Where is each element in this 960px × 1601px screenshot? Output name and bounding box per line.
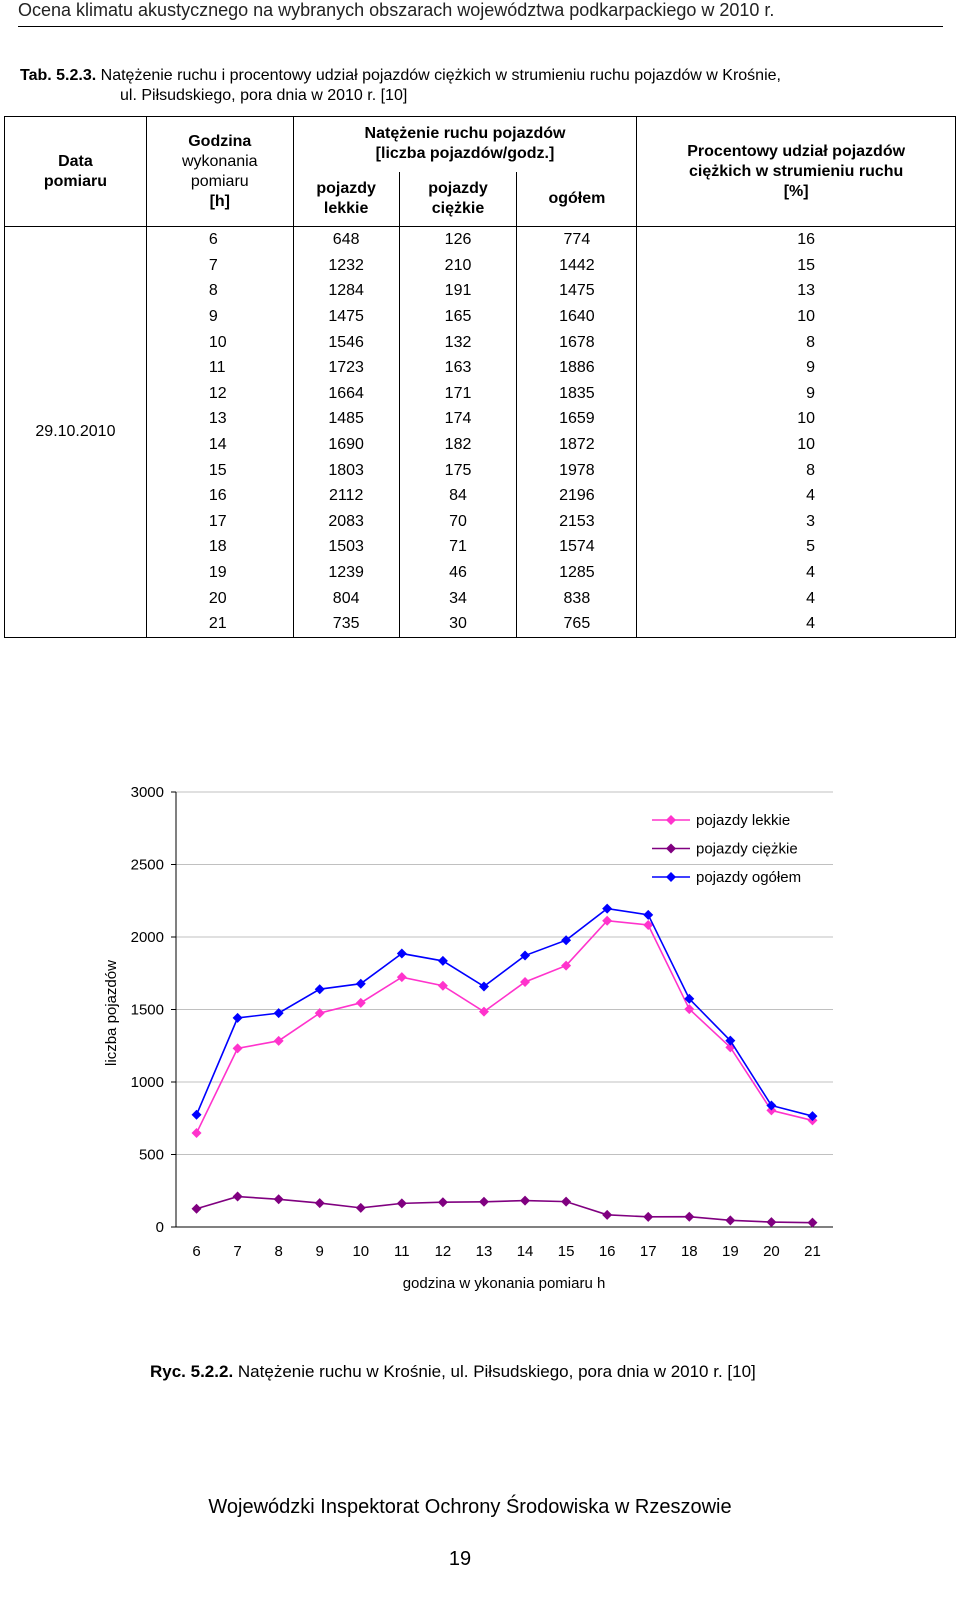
cell-share: 4 [637,585,956,611]
cell-heavy: 175 [399,457,517,483]
data-point [602,1210,612,1220]
cell-light: 1232 [293,253,399,279]
y-tick-label: 3000 [130,784,164,801]
cell-heavy: 165 [399,304,517,330]
cell-total: 1659 [517,406,637,432]
cell-share: 15 [637,253,956,279]
table-row [5,585,956,611]
cell-total: 765 [517,611,637,637]
running-header: Ocena klimatu akustycznego na wybranych obszarach województwa podkarpackiego w 2010 r. [18,0,775,20]
table-row [5,381,956,407]
data-point [397,972,407,982]
cell-total: 1678 [517,329,637,355]
table-row [5,611,956,637]
cell-light: 1803 [293,457,399,483]
legend-label: pojazdy lekkie [696,812,791,829]
traffic-chart [0,780,960,1320]
table-row [5,253,956,279]
cell-hour: 17 [146,509,293,535]
cell-share: 3 [637,509,956,535]
x-tick-label: 13 [475,1243,493,1260]
data-point [766,1217,776,1227]
cell-heavy: 126 [399,227,517,253]
cell-hour: 14 [146,432,293,458]
y-axis-label: liczba pojazdów [103,960,120,1066]
cell-share: 4 [637,483,956,509]
cell-heavy: 132 [399,329,517,355]
cell-heavy: 171 [399,381,517,407]
cell-heavy: 70 [399,509,517,535]
cell-total: 1886 [517,355,637,381]
y-tick-label: 1000 [130,1074,164,1091]
cell-hour: 16 [146,483,293,509]
series-line [197,921,813,1133]
cell-light: 1690 [293,432,399,458]
series-line [197,1197,813,1223]
header-share: Procentowy udział pojazdów ciężkich w strumieniu ruchu [%] [637,117,956,227]
x-tick-label: 16 [598,1243,616,1260]
traffic-table [4,116,956,638]
data-point [438,1197,448,1207]
cell-share: 8 [637,329,956,355]
cell-share: 13 [637,278,956,304]
cell-heavy: 71 [399,534,517,560]
cell-share: 10 [637,406,956,432]
header-total: ogółem [517,172,637,227]
data-point [356,998,366,1008]
cell-hour: 20 [146,585,293,611]
cell-share: 9 [637,355,956,381]
cell-light: 1485 [293,406,399,432]
data-point [274,1194,284,1204]
x-tick-label: 21 [804,1243,821,1260]
data-point [520,1196,530,1206]
cell-heavy: 34 [399,585,517,611]
cell-total: 1285 [517,560,637,586]
y-tick-label: 2500 [130,856,164,874]
x-tick-label: 6 [192,1243,201,1260]
data-point [192,1128,202,1138]
cell-total: 1475 [517,278,637,304]
data-point [233,1043,243,1053]
cell-hour: 12 [146,381,293,407]
cell-total: 2196 [517,483,637,509]
chart-series [192,904,818,1228]
figure-caption [150,1362,756,1382]
cell-share: 8 [637,457,956,483]
cell-hour: 19 [146,560,293,586]
data-point [643,1212,653,1222]
cell-heavy: 210 [399,253,517,279]
data-point [233,1192,243,1202]
figure-number: Ryc. 5.2.2. [150,1362,234,1381]
data-point [315,984,325,994]
table-row [5,227,956,253]
cell-total: 774 [517,227,637,253]
x-tick-label: 9 [315,1243,324,1260]
table-row [5,278,956,304]
cell-heavy: 163 [399,355,517,381]
data-point [356,1203,366,1213]
data-point [561,1197,571,1207]
x-axis-label: godzina w ykonania pomiaru h [402,1275,606,1292]
cell-hour: 10 [146,329,293,355]
y-tick-label: 500 [138,1146,164,1164]
cell-light: 1664 [293,381,399,407]
cell-heavy: 182 [399,432,517,458]
header-hour: Godzina wykonania pomiaru [h] [146,117,293,227]
cell-light: 1723 [293,355,399,381]
legend-marker [666,872,676,882]
cell-total: 1574 [517,534,637,560]
header-rule [18,26,943,27]
header-date: Data pomiaru [5,117,147,227]
cell-share: 10 [637,432,956,458]
x-tick-label: 8 [274,1243,283,1260]
table-caption [20,66,940,106]
cell-total: 1835 [517,381,637,407]
cell-light: 1239 [293,560,399,586]
table-caption-line1: Natężenie ruchu i procentowy udział pojazdów ciężkich w strumieniu ruchu pojazdów w Krośnie, [100,67,781,84]
cell-total: 838 [517,585,637,611]
legend-label: pojazdy ciężkie [696,840,798,858]
x-tick-label: 15 [557,1243,575,1260]
cell-light: 1503 [293,534,399,560]
table-row [5,329,956,355]
table-row [5,509,956,535]
page-number: 19 [448,1548,472,1570]
cell-light: 2112 [293,483,399,509]
x-tick-label: 20 [763,1243,780,1260]
series-line [197,909,813,1116]
table-row [5,304,956,330]
cell-hour: 8 [146,278,293,304]
data-point [807,1218,817,1228]
cell-date: 29.10.2010 [5,227,147,638]
data-point [725,1215,735,1225]
footer-institution: Wojewódzki Inspektorat Ochrony Środowiska w Rzeszowie [208,1496,732,1518]
data-point [192,1204,202,1214]
cell-share: 4 [637,611,956,637]
cell-total: 1978 [517,457,637,483]
cell-total: 1872 [517,432,637,458]
cell-light: 2083 [293,509,399,535]
cell-heavy: 84 [399,483,517,509]
header-light: pojazdy lekkie [293,172,399,227]
cell-hour: 15 [146,457,293,483]
table-row [5,483,956,509]
header-heavy: pojazdy ciężkie [399,172,517,227]
table-row [5,432,956,458]
table-row [5,406,956,432]
cell-total: 1640 [517,304,637,330]
cell-hour: 6 [146,227,293,253]
cell-total: 1442 [517,253,637,279]
cell-hour: 7 [146,253,293,279]
cell-heavy: 30 [399,611,517,637]
x-tick-label: 7 [233,1243,242,1260]
legend-marker [666,844,676,854]
cell-hour: 13 [146,406,293,432]
cell-share: 10 [637,304,956,330]
cell-heavy: 191 [399,278,517,304]
data-point [192,1110,202,1120]
cell-hour: 11 [146,355,293,381]
cell-heavy: 46 [399,560,517,586]
table-row [5,560,956,586]
x-tick-label: 19 [722,1243,739,1260]
data-point [479,1197,489,1207]
cell-light: 648 [293,227,399,253]
x-tick-label: 11 [394,1243,410,1260]
x-tick-label: 14 [516,1243,534,1260]
x-tick-label: 17 [639,1243,657,1260]
cell-heavy: 174 [399,406,517,432]
y-tick-label: 0 [155,1219,164,1236]
legend-marker [666,815,676,825]
table-caption-line2: ul. Piłsudskiego, pora dnia w 2010 r. [10] [120,87,408,104]
data-point [684,1212,694,1222]
x-tick-label: 18 [680,1243,698,1260]
figure-caption-text: Natężenie ruchu w Krośnie, ul. Piłsudskiego, pora dnia w 2010 r. [10] [237,1362,756,1381]
cell-light: 735 [293,611,399,637]
y-tick-label: 1500 [130,1001,164,1019]
y-tick-label: 2000 [130,929,164,946]
data-point [438,956,448,966]
cell-share: 4 [637,560,956,586]
data-point [438,981,448,991]
x-tick-label: 12 [434,1243,452,1260]
cell-light: 804 [293,585,399,611]
table-number: Tab. 5.2.3. [20,67,97,84]
data-point [233,1013,243,1023]
cell-light: 1546 [293,329,399,355]
cell-hour: 9 [146,304,293,330]
cell-light: 1475 [293,304,399,330]
cell-share: 9 [637,381,956,407]
x-tick-label: 10 [352,1243,370,1260]
table-row [5,534,956,560]
cell-total: 2153 [517,509,637,535]
data-point [274,1036,284,1046]
cell-light: 1284 [293,278,399,304]
cell-share: 5 [637,534,956,560]
header-traffic-group: Natężenie ruchu pojazdów [liczba pojazdów/godz.] [293,117,637,172]
data-point [397,1198,407,1208]
legend-label: pojazdy ogółem [696,869,802,886]
cell-share: 16 [637,227,956,253]
table-row [5,355,956,381]
data-point [643,910,653,920]
chart-legend [652,812,801,886]
table-row [5,457,956,483]
cell-hour: 21 [146,611,293,637]
data-point [315,1198,325,1208]
cell-hour: 18 [146,534,293,560]
